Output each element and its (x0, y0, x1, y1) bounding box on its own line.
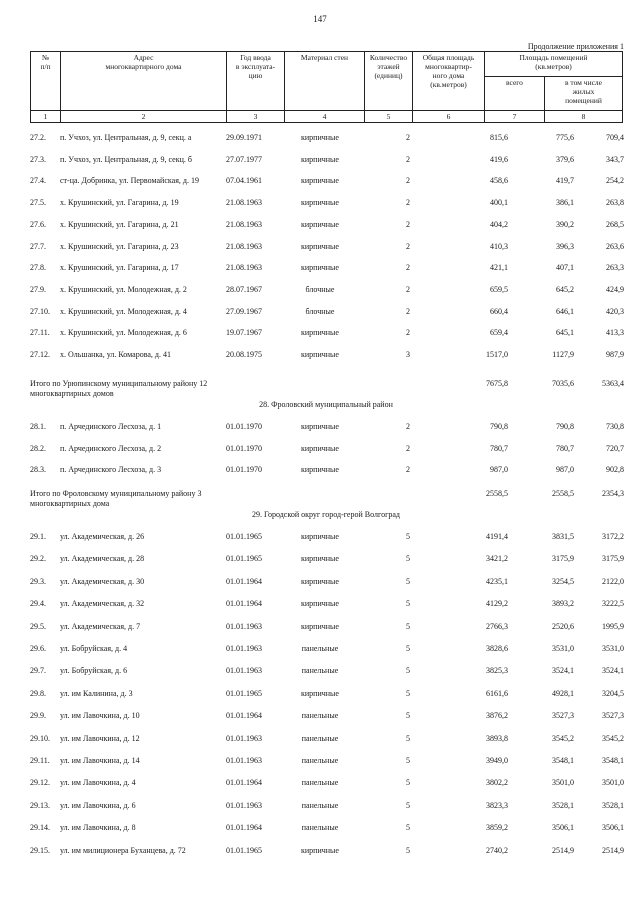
row-area-living: 730,8 (606, 422, 624, 431)
row-material: блочные (305, 284, 335, 294)
header-all: всего (485, 77, 545, 111)
row-area-living: 3527,3 (602, 711, 624, 721)
row-total-area: 410,3 (490, 241, 508, 251)
row-area-living: 3528,1 (602, 800, 624, 810)
row-total-area: 659,4 (490, 328, 508, 338)
row-material: кирпичные (301, 241, 339, 251)
table-row (30, 307, 622, 317)
row-total-area: 419,6 (490, 154, 508, 164)
table-row (30, 176, 622, 186)
row-area-all: 780,7 (556, 443, 574, 453)
header-idx: 5 (365, 111, 413, 123)
row-year: 28.07.1967 (226, 284, 262, 294)
row-number: 29.10. (30, 733, 50, 743)
table-row (30, 422, 622, 432)
total-area-all: 7035,6 (552, 379, 574, 388)
row-area-all: 3531,0 (552, 644, 574, 653)
row-total-area: 3421,2 (486, 554, 508, 564)
row-address: х. Крушинский, ул. Молодежная, д. 6 (60, 328, 187, 338)
row-material: панельные (301, 778, 339, 788)
row-material: панельные (301, 823, 339, 833)
row-material: кирпичные (301, 554, 339, 564)
row-year: 01.01.1965 (226, 845, 262, 855)
row-address: ул. им Лавочкина, д. 8 (60, 823, 136, 833)
row-number: 29.8. (30, 688, 46, 698)
row-floors: 5 (406, 621, 410, 631)
row-floors: 2 (406, 284, 410, 294)
row-material: кирпичные (301, 621, 339, 631)
row-total-area: 4129,2 (486, 599, 508, 609)
row-floors: 2 (406, 328, 410, 338)
table-row (30, 444, 622, 454)
row-address: п. Учхоз, ул. Центральная, д. 9, секц. а (60, 133, 192, 142)
row-number: 29.6. (30, 644, 46, 653)
row-area-living: 3531,0 (602, 644, 624, 653)
row-floors: 5 (406, 599, 410, 609)
row-floors: 2 (406, 198, 410, 208)
row-year: 19.07.1967 (226, 328, 262, 338)
row-address: п. Арчединского Лесхоза, д. 1 (60, 422, 162, 431)
table-row (30, 711, 622, 721)
row-material: панельные (301, 711, 339, 721)
row-address: х. Крушинский, ул. Молодежная, д. 2 (60, 284, 187, 294)
row-material: кирпичные (301, 576, 339, 586)
row-year: 21.08.1963 (226, 241, 262, 251)
row-area-all: 2514,9 (552, 845, 574, 855)
row-address: ул. Академическая, д. 28 (60, 554, 145, 564)
row-total-area: 659,5 (490, 284, 508, 294)
table-row (30, 198, 622, 208)
row-area-living: 263,6 (606, 241, 624, 251)
row-area-all: 386,1 (556, 198, 574, 208)
row-area-living: 3506,1 (602, 823, 624, 833)
row-total-area: 4235,1 (486, 576, 508, 586)
row-material: кирпичные (301, 350, 339, 359)
row-area-all: 396,3 (556, 241, 574, 251)
row-material: кирпичные (301, 599, 339, 609)
row-year: 21.08.1963 (226, 263, 262, 273)
row-area-living: 343,7 (606, 154, 624, 164)
row-area-all: 3528,1 (552, 800, 574, 810)
row-area-living: 3548,1 (602, 756, 624, 765)
header-idx: 4 (285, 111, 365, 123)
row-material: кирпичные (301, 154, 339, 164)
row-number: 29.3. (30, 576, 46, 586)
table-row (30, 285, 622, 295)
row-year: 01.01.1965 (226, 688, 262, 698)
table-row (30, 801, 622, 811)
row-total-area: 3825,3 (486, 666, 508, 676)
row-floors: 2 (406, 176, 410, 186)
row-area-living: 424,9 (606, 284, 624, 294)
row-total-area: 2766,3 (486, 621, 508, 631)
row-number: 29.5. (30, 621, 46, 631)
row-area-all: 4928,1 (552, 688, 574, 698)
row-total-area: 1517,0 (486, 350, 508, 359)
table-row (30, 242, 622, 252)
row-area-all: 379,6 (556, 154, 574, 164)
row-area-all: 390,2 (556, 219, 574, 229)
row-floors: 2 (406, 306, 410, 316)
row-area-living: 413,3 (606, 328, 624, 338)
header-premises: Площадь помещений (кв.метров) (485, 52, 623, 77)
row-area-all: 3831,5 (552, 532, 574, 541)
row-year: 01.01.1964 (226, 711, 262, 721)
row-floors: 2 (406, 422, 410, 431)
row-number: 29.2. (30, 554, 46, 564)
row-address: ул. Бобруйская, д. 6 (60, 666, 128, 676)
row-number: 27.8. (30, 263, 46, 273)
row-material: кирпичные (301, 133, 339, 142)
row-address: х. Крушинский, ул. Гагарина, д. 23 (60, 241, 179, 251)
row-material: кирпичные (301, 198, 339, 208)
table-row (30, 133, 622, 143)
row-number: 27.9. (30, 284, 46, 294)
row-year: 27.09.1967 (226, 306, 262, 316)
row-material: блочные (305, 306, 335, 316)
row-number: 27.3. (30, 154, 46, 164)
row-area-living: 987,9 (606, 350, 624, 359)
table-row (30, 599, 622, 609)
row-number: 29.14. (30, 823, 50, 833)
row-address: п. Учхоз, ул. Центральная, д. 9, секц. б (60, 154, 192, 164)
row-total-area: 458,6 (490, 176, 508, 186)
table-row (30, 350, 622, 360)
row-area-living: 1995,9 (602, 621, 624, 631)
row-material: кирпичные (301, 422, 339, 431)
row-number: 29.15. (30, 845, 50, 855)
total-area-living: 2354,3 (602, 489, 624, 498)
row-floors: 5 (406, 733, 410, 743)
row-material: кирпичные (301, 845, 339, 855)
row-area-living: 420,3 (606, 306, 624, 316)
row-number: 29.12. (30, 778, 50, 788)
table-row (30, 577, 622, 587)
row-number: 27.6. (30, 219, 46, 229)
row-area-living: 3545,2 (602, 733, 624, 743)
row-floors: 3 (406, 350, 410, 359)
total-area: 7675,8 (486, 379, 508, 388)
row-floors: 5 (406, 554, 410, 564)
row-year: 01.01.1963 (226, 666, 262, 676)
row-area-living: 263,8 (606, 198, 624, 208)
row-address: ул. Академическая, д. 30 (60, 576, 145, 586)
row-address: п. Арчединского Лесхоза, д. 2 (60, 443, 162, 453)
row-number: 29.1. (30, 532, 46, 541)
row-total-area: 660,4 (490, 306, 508, 316)
row-floors: 2 (406, 219, 410, 229)
table-row (30, 155, 622, 165)
row-material: кирпичные (301, 465, 339, 474)
row-area-living: 902,8 (606, 465, 624, 474)
row-year: 01.01.1963 (226, 756, 262, 765)
row-year: 01.01.1963 (226, 621, 262, 631)
row-material: панельные (301, 756, 339, 765)
row-area-all: 645,2 (556, 284, 574, 294)
row-material: кирпичные (301, 219, 339, 229)
row-number: 29.9. (30, 711, 46, 721)
header-idx: 6 (413, 111, 485, 123)
row-area-living: 3204,5 (602, 688, 624, 698)
row-year: 01.01.1963 (226, 644, 262, 653)
total-area: 2558,5 (486, 489, 508, 498)
row-area-living: 268,5 (606, 219, 624, 229)
row-total-area: 6161,6 (486, 688, 508, 698)
table-row (30, 734, 622, 744)
row-area-all: 3527,3 (552, 711, 574, 721)
row-material: кирпичные (301, 688, 339, 698)
row-floors: 2 (406, 241, 410, 251)
table-row (30, 220, 622, 230)
row-area-all: 419,7 (556, 176, 574, 186)
row-area-living: 2122,0 (602, 576, 624, 586)
table-row (30, 756, 622, 766)
row-material: кирпичные (301, 176, 339, 186)
row-floors: 5 (406, 532, 410, 541)
header-idx: 2 (61, 111, 227, 123)
row-area-living: 3172,2 (602, 532, 624, 541)
row-year: 29.09.1971 (226, 133, 262, 142)
row-area-living: 3175,9 (602, 554, 624, 564)
row-number: 29.4. (30, 599, 46, 609)
row-material: кирпичные (301, 532, 339, 541)
row-area-all: 3545,2 (552, 733, 574, 743)
row-address: ул. им Лавочкина, д. 10 (60, 711, 140, 721)
row-area-living: 2514,9 (602, 845, 624, 855)
row-area-all: 3524,1 (552, 666, 574, 676)
row-area-all: 645,1 (556, 328, 574, 338)
row-area-all: 3501,0 (552, 778, 574, 788)
row-area-all: 790,8 (556, 422, 574, 431)
row-year: 01.01.1964 (226, 823, 262, 833)
row-area-living: 720,7 (606, 443, 624, 453)
row-number: 28.3. (30, 465, 46, 474)
row-material: панельные (301, 800, 339, 810)
row-number: 28.1. (30, 422, 46, 431)
row-area-all: 2520,6 (552, 621, 574, 631)
table-row (30, 263, 622, 273)
header-idx: 7 (485, 111, 545, 123)
row-total-area: 3876,2 (486, 711, 508, 721)
row-address: х. Крушинский, ул. Гагарина, д. 21 (60, 219, 179, 229)
total-area-all: 2558,5 (552, 489, 574, 498)
row-total-area: 815,6 (490, 133, 508, 142)
header-num: № п/п (31, 52, 61, 111)
row-floors: 5 (406, 778, 410, 788)
row-total-area: 2740,2 (486, 845, 508, 855)
row-total-area: 3802,2 (486, 778, 508, 788)
row-address: ул. Бобруйская, д. 4 (60, 644, 128, 653)
row-area-all: 646,1 (556, 306, 574, 316)
row-number: 27.2. (30, 133, 46, 142)
total-label: Итого по Фроловскому муниципальному району 3 многоквартирных дома (30, 489, 202, 508)
row-area-living: 3501,0 (602, 778, 624, 788)
row-floors: 2 (406, 465, 410, 474)
header-material: Материал стен (285, 52, 365, 111)
row-floors: 5 (406, 576, 410, 586)
row-area-all: 775,6 (556, 133, 574, 142)
row-area-living: 709,4 (606, 133, 624, 142)
row-year: 07.04.1961 (226, 176, 262, 186)
page-number: 147 (313, 14, 327, 24)
row-address: ст-ца. Добринка, ул. Первомайская, д. 19 (60, 176, 199, 186)
row-material: кирпичные (301, 263, 339, 273)
row-floors: 2 (406, 263, 410, 273)
row-address: ул. им Лавочкина, д. 12 (60, 733, 140, 743)
row-address: ул. им Лавочкина, д. 6 (60, 800, 136, 810)
row-area-all: 3506,1 (552, 823, 574, 833)
header-idx: 8 (545, 111, 623, 123)
row-material: кирпичные (301, 328, 339, 338)
row-area-all: 3548,1 (552, 756, 574, 765)
table-row (30, 666, 622, 676)
table-row (30, 532, 622, 542)
row-address: ул. Академическая, д. 7 (60, 621, 141, 631)
row-area-living: 3222,5 (602, 599, 624, 609)
row-number: 27.10. (30, 306, 50, 316)
row-number: 28.2. (30, 443, 46, 453)
row-total-area: 4191,4 (486, 532, 508, 541)
header-idx: 1 (31, 111, 61, 123)
row-number: 27.11. (30, 328, 50, 338)
row-address: ул. им Лавочкина, д. 14 (60, 756, 140, 765)
section-heading: 28. Фроловский муниципальный район (259, 400, 393, 409)
row-area-living: 3524,1 (602, 666, 624, 676)
header-year: Год ввода в эксплуата- цию (227, 52, 285, 111)
row-address: п. Арчединского Лесхоза, д. 3 (60, 465, 162, 474)
row-address: х. Ольшанка, ул. Комарова, д. 41 (60, 350, 172, 359)
header-living: в том числе жилых помещений (545, 77, 623, 111)
row-address: ул. им Лавочкина, д. 4 (60, 778, 136, 788)
header-floors: Количество этажей (единиц) (365, 52, 413, 111)
row-number: 27.7. (30, 241, 46, 251)
row-total-area: 421,1 (490, 263, 508, 273)
row-year: 01.01.1965 (226, 532, 262, 541)
row-year: 01.01.1963 (226, 800, 262, 810)
row-total-area: 3949,0 (486, 756, 508, 765)
total-label: Итого по Урюпинскому муниципальному району 12 многоквартирных домов (30, 379, 208, 398)
row-floors: 5 (406, 688, 410, 698)
row-address: ул. Академическая, д. 26 (60, 532, 145, 541)
row-address: ул. им Калинина, д. 3 (60, 688, 133, 698)
table-row (30, 846, 622, 856)
row-year: 01.01.1965 (226, 554, 262, 564)
row-floors: 2 (406, 133, 410, 142)
row-total-area: 3823,3 (486, 800, 508, 810)
row-year: 01.01.1964 (226, 599, 262, 609)
row-floors: 5 (406, 644, 410, 653)
row-total-area: 780,7 (490, 443, 508, 453)
table-row (30, 778, 622, 788)
row-number: 27.5. (30, 198, 46, 208)
row-material: панельные (301, 733, 339, 743)
row-total-area: 3893,8 (486, 733, 508, 743)
row-floors: 2 (406, 154, 410, 164)
row-material: кирпичные (301, 443, 339, 453)
row-total-area: 3859,2 (486, 823, 508, 833)
table-row (30, 689, 622, 699)
row-material: панельные (301, 666, 339, 676)
row-floors: 5 (406, 666, 410, 676)
row-floors: 5 (406, 711, 410, 721)
row-address: ул. Академическая, д. 32 (60, 599, 145, 609)
row-year: 21.08.1963 (226, 219, 262, 229)
row-number: 29.13. (30, 800, 50, 810)
row-area-living: 254,2 (606, 176, 624, 186)
row-floors: 5 (406, 800, 410, 810)
row-area-all: 3254,5 (552, 576, 574, 586)
row-total-area: 400,1 (490, 198, 508, 208)
header-address: Адрес многоквартирного дома (61, 52, 227, 111)
row-address: х. Крушинский, ул. Гагарина, д. 17 (60, 263, 179, 273)
table-row (30, 622, 622, 632)
row-address: х. Крушинский, ул. Молодежная, д. 4 (60, 306, 187, 316)
row-address: ул. им милиционера Буханцева, д. 72 (60, 845, 186, 855)
row-area-all: 1127,9 (552, 350, 574, 359)
row-number: 27.12. (30, 350, 50, 359)
continuation-note: Продолжение приложения 1 (527, 42, 624, 51)
row-year: 01.01.1964 (226, 778, 262, 788)
row-material: панельные (301, 644, 339, 653)
header-idx: 3 (227, 111, 285, 123)
row-area-all: 3893,2 (552, 599, 574, 609)
total-area-living: 5363,4 (602, 379, 624, 388)
row-floors: 5 (406, 756, 410, 765)
table-row (30, 823, 622, 833)
row-year: 27.07.1977 (226, 154, 262, 164)
row-floors: 5 (406, 823, 410, 833)
row-year: 01.01.1970 (226, 422, 262, 431)
row-year: 01.01.1964 (226, 576, 262, 586)
table-row (30, 328, 622, 338)
row-total-area: 404,2 (490, 219, 508, 229)
row-year: 21.08.1963 (226, 198, 262, 208)
table-row (30, 554, 622, 564)
row-area-all: 407,1 (556, 263, 574, 273)
row-total-area: 987,0 (490, 465, 508, 474)
row-number: 29.11. (30, 756, 50, 765)
table-row (30, 465, 622, 475)
table-row (30, 644, 622, 654)
header-total-area: Общая площадь многоквартир- ного дома (кв.метров) (413, 52, 485, 111)
row-area-all: 3175,9 (552, 554, 574, 564)
row-year: 01.01.1970 (226, 465, 262, 474)
table-header (30, 51, 623, 123)
row-floors: 5 (406, 845, 410, 855)
row-total-area: 3828,6 (486, 644, 508, 653)
row-year: 20.08.1975 (226, 350, 262, 359)
row-year: 01.01.1970 (226, 443, 262, 453)
row-area-living: 263,3 (606, 263, 624, 273)
row-address: х. Крушинский, ул. Гагарина, д. 19 (60, 198, 179, 208)
row-year: 01.01.1963 (226, 733, 262, 743)
row-total-area: 790,8 (490, 422, 508, 431)
row-number: 29.7. (30, 666, 46, 676)
section-heading: 29. Городской округ город-герой Волгоград (252, 510, 400, 519)
row-floors: 2 (406, 443, 410, 453)
row-number: 27.4. (30, 176, 46, 186)
row-area-all: 987,0 (556, 465, 574, 474)
